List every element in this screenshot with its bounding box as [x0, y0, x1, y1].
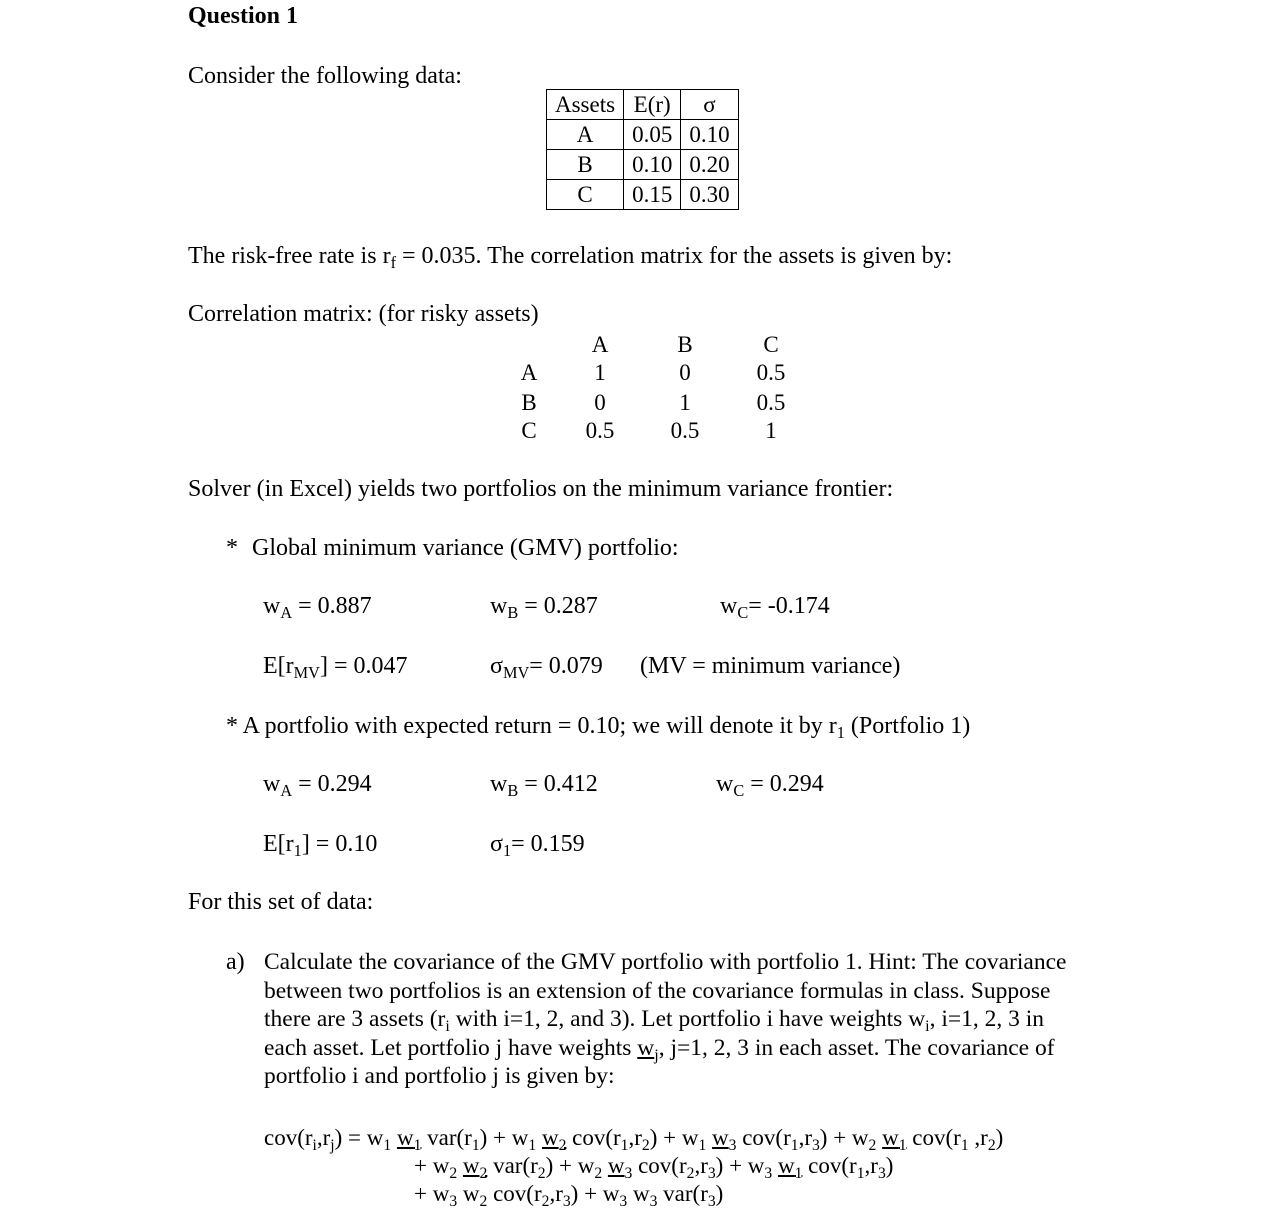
- assets-table: [546, 89, 739, 210]
- gmv-er-value: ] = 0.047: [319, 653, 408, 679]
- gmv-weight-b-value: = 0.287: [524, 593, 598, 619]
- gmv-note: (MV = minimum variance): [640, 653, 901, 679]
- corr-cell: 0: [679, 360, 691, 385]
- cov-formula-line-2: + $w_2$ $w_2$ $var(r_2) + w_2$ $w_3$ $cov(r_2,r_3) + w_3$ $w_1$ $cov(r_1,r_3)$: [414, 1153, 894, 1182]
- cov-formula-line-1: $cov(r_i,r_j) = w_1$ $w_1$ $var(r_1) + w_1$ $w_2$ $cov(r_1,r_2) + w_1$ $w_3$ $cov(r_1,r_3) + w_2$ $w_1$ $cov(r_1$ $,r_2$): [264, 1125, 1004, 1154]
- riskfree-before: The risk-free rate is r: [188, 243, 391, 269]
- p1-weight-a-value: = 0.294: [298, 771, 372, 797]
- part-a-label: a): [226, 949, 245, 975]
- corr-label: Correlation matrix: (for risky assets): [188, 301, 539, 327]
- corr-cell: 1: [765, 418, 777, 443]
- table-cell: 0.10: [624, 150, 681, 180]
- corr-cell: 0.5: [670, 418, 700, 443]
- table-cell: 0.15: [624, 180, 681, 210]
- part-a-s4: , j=1, 2, 3 in each asset. The covariance of portfolio i and portfolio j is given by:: [264, 1034, 1055, 1089]
- table-header: σ: [681, 90, 738, 120]
- cov-formula-line-3: + $w_3$ $w_2$ $cov(r_2,r_3) + w_3$ $w_3$ $var(r_3)$: [414, 1181, 724, 1210]
- table-row: [547, 120, 739, 150]
- table-header-row: [547, 90, 739, 120]
- table-row: [547, 180, 739, 210]
- part-a-s1: Calculate the covariance of the GMV portfolio with portfolio 1. Hint: The covariance between two portfolios is an extension of the covariance formulas in class. Suppose there are 3 assets (r: [264, 949, 1067, 1032]
- part-a-s3: , i=1, 2, 3 in each asset. Let portfolio j have weights: [264, 1006, 1045, 1061]
- corr-cell: 1: [594, 360, 606, 385]
- p1-weight-b: $w_B = 0.412$: [490, 771, 598, 801]
- table-cell: B: [547, 150, 624, 180]
- riskfree-text: [188, 242, 953, 273]
- intro-text: Consider the following data:: [188, 63, 462, 89]
- p1-sigma-value: = 0.159: [511, 831, 585, 857]
- table-cell: 0.20: [681, 150, 738, 180]
- solver-text: Solver (in Excel) yields two portfolios on the minimum variance frontier:: [188, 476, 894, 502]
- gmv-weight-c-value: = -0.174: [748, 593, 830, 619]
- riskfree-after: = 0.035. The correlation matrix for the assets is given by:: [396, 243, 953, 269]
- gmv-title: Global minimum variance (GMV) portfolio:: [252, 535, 679, 561]
- table-row: [547, 150, 739, 180]
- table-cell: 0.05: [624, 120, 681, 150]
- p1-expected-return: $E[r_1] = 0.10$: [263, 831, 378, 861]
- table-cell: A: [547, 120, 624, 150]
- p1-title-before: * A portfolio with expected return = 0.10; we will denote it by r: [226, 713, 837, 739]
- gmv-weight-a-value: = 0.887: [298, 593, 372, 619]
- corr-cell: 0.5: [756, 360, 786, 385]
- table-cell: 0.30: [681, 180, 738, 210]
- gmv-weight-c: $w_C= -0.174$: [720, 593, 830, 623]
- gmv-weight-a: $w_A = 0.887$: [263, 593, 372, 623]
- table-header: Assets: [547, 90, 624, 120]
- corr-col-header: C: [763, 332, 779, 357]
- p1-sigma: $\sigma_1= 0.159$: [490, 831, 585, 861]
- table-cell: C: [547, 180, 624, 210]
- p1-weight-a: $w_A = 0.294$: [263, 771, 372, 801]
- p1-er-value: ] = 0.10: [301, 831, 378, 857]
- p1-title: * A portfolio with expected return = 0.10; we will denote it by $r_1$ (Portfolio 1): [226, 713, 971, 743]
- corr-cell: 0.5: [756, 390, 786, 415]
- p1-weight-c: $w_C = 0.294$: [716, 771, 824, 801]
- riskfree-sub: f: [390, 253, 396, 273]
- corr-cell: 1: [679, 390, 691, 415]
- part-a-s2: with i=1, 2, and 3). Let portfolio i have weights w: [449, 1006, 926, 1032]
- corr-cell: 0.5: [585, 418, 615, 443]
- corr-row-header: A: [520, 360, 538, 385]
- part-a-text: Calculate the covariance of the GMV portfolio with portfolio 1. Hint: The covariance between two portfolios is an extension of the covariance formulas in class. Suppose there are 3 assets ($r_i$ with i=1, 2, and 3). Let portfolio i have weights $w_i$, i=1, 2, 3 in each asset. Let portfolio j have weights $w_j$, j=1, 2, 3 in each asset. The covariance of portfolio i and portfolio j is given by:: [264, 949, 1067, 1089]
- corr-col-header: B: [677, 332, 693, 357]
- gmv-expected-return: $E[r_{MV}] = 0.047$: [263, 653, 408, 683]
- question-title: Question 1: [188, 3, 299, 29]
- gmv-weight-b: $w_B = 0.287$: [490, 593, 598, 623]
- table-cell: 0.10: [681, 120, 738, 150]
- for-data-text: For this set of data:: [188, 889, 374, 915]
- gmv-sigma-value: = 0.079: [529, 653, 603, 679]
- corr-row-header: B: [521, 390, 537, 415]
- p1-title-after: (Portfolio 1): [844, 713, 971, 739]
- p1-weight-b-value: = 0.412: [524, 771, 598, 797]
- table-header: E(r): [624, 90, 681, 120]
- corr-row-header: C: [521, 418, 537, 443]
- gmv-sigma: $\sigma_{MV}= 0.079$: [490, 653, 603, 683]
- p1-weight-c-value: = 0.294: [750, 771, 824, 797]
- gmv-bullet: *: [226, 535, 238, 561]
- corr-col-header: A: [591, 332, 609, 357]
- corr-cell: 0: [594, 390, 606, 415]
